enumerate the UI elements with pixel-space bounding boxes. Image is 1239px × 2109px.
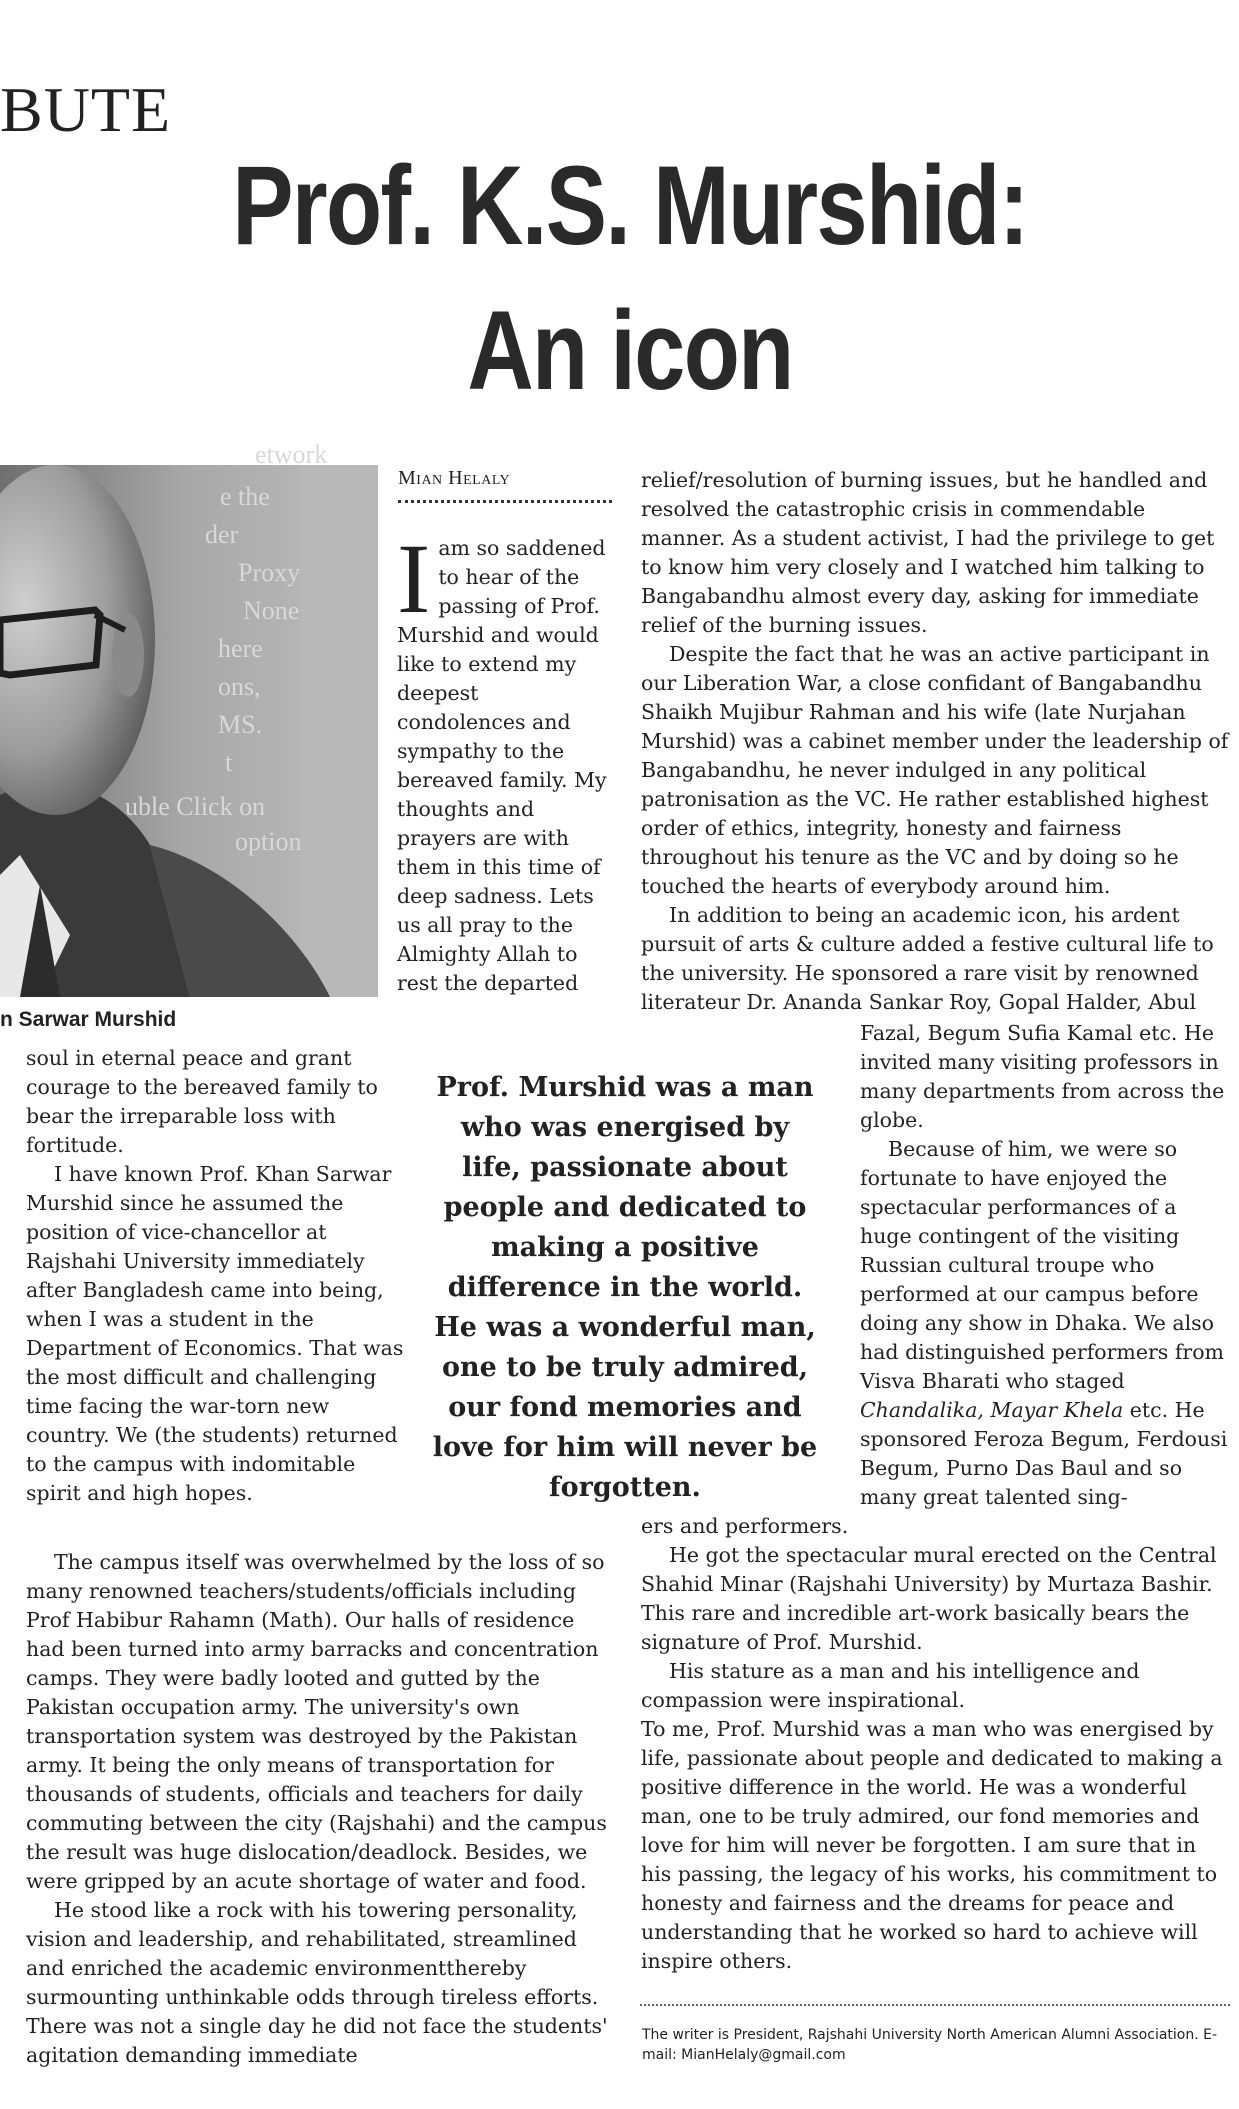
portrait-photo <box>0 440 378 997</box>
screen-text: e the <box>220 482 270 511</box>
article-column <box>26 1044 406 1508</box>
screen-text: etwork <box>255 440 328 469</box>
paragraph: relief/resolution of burning issues, but he handled and resolved the catastrophic crisis in commendable manner. As a student activist, I had the privilege to get to know him very closely and I watched him talking to Bangabandhu almost every day, asking for immediate relief of the burning issues. <box>641 468 1215 637</box>
screen-text: Proxy <box>238 558 301 587</box>
paragraph: soul in eternal peace and grant courage to the bereaved family to bear the irreparable loss with fortitude. <box>26 1046 378 1157</box>
article-column <box>641 466 1231 1017</box>
drop-cap: I <box>397 523 431 634</box>
paragraph: In addition to being an academic icon, his ardent pursuit of arts & culture added a festive cultural life to the university. He sponsored a rare visit by renowned literateur Dr. Ananda Sankar Roy, Gopal Halder, Abul <box>641 903 1214 1014</box>
byline-divider <box>398 500 612 503</box>
byline: Mian Helaly <box>398 467 511 489</box>
screen-text: uble Click on <box>125 792 266 821</box>
paragraph <box>397 523 612 998</box>
article-column <box>397 523 612 998</box>
paragraph-text: am so saddened to hear of the passing of Prof. Murshid and would like to extend my deepest condolences and sympathy to the bereaved family. My thoughts and prayers are with them in this time of deep sadness. Lets us all pray to the Almighty Allah to rest the departed <box>397 536 607 995</box>
paragraph: ers and performers. <box>641 1514 849 1538</box>
paragraph: To me, Prof. Murshid was a man who was energised by life, passionate about people and dedicated to making a positive difference in the world. He was a wonderful man, one to be truly admired, our fond memories and love for him will never be forgotten. I am sure that in his passing, the legacy of his works, his commitment to honesty and fairness and the dreams for peace and understanding that he worked so hard to achieve will inspire others. <box>641 1717 1223 1973</box>
screen-text: der <box>205 520 239 549</box>
author-footnote: The writer is President, Rajshahi University North American Alumni Association. E-mail: MianHelaly@gmail.com <box>642 2027 1218 2063</box>
screen-text: t <box>225 748 233 777</box>
screen-text: ons, <box>218 672 261 701</box>
paragraph-text: Because of him, we were so fortunate to have enjoyed the spectacular performances of a huge contingent of the visiting Russian cultural troupe who performed at our campus before doing any show in Dhaka. We also had distinguished performers from Visva Bharati who staged <box>860 1137 1224 1393</box>
paragraph: Despite the fact that he was an active participant in our Liberation War, a close confidant of Bangabandhu Shaikh Mujibur Rahman and his wife (late Nurjahan Murshid) was a cabinet member under the leadership of Bangabandhu, he never indulged in any political patronisation as the VC. He rather established highest order of ethics, integrity, honesty and fairness throughout his tenure as the VC and by doing so he touched the hearts of everybody around him. <box>641 642 1229 898</box>
footnote-divider <box>640 2004 1230 2006</box>
article-column <box>26 1548 614 2070</box>
headline-line-2: An icon <box>467 288 793 413</box>
headline-line-1: Prof. K.S. Murshid: <box>232 143 1028 268</box>
paragraph: Fazal, Begum Sufia Kamal etc. He invited many visiting professors in many departments from across the globe. <box>860 1021 1225 1132</box>
screen-text: option <box>235 827 302 856</box>
paragraph: He got the spectacular mural erected on the Central Shahid Minar (Rajshahi University) by Murtaza Bashir. This rare and incredible art-work basically bears the signature of Prof. Murshid. <box>641 1543 1217 1654</box>
pull-quote: Prof. Murshid was a man who was energised by life, passionate about people and dedicated to making a positive difference in the world. He was a wonderful man, one to be truly admired, our fond memories and love for him will never be forgotten. <box>432 1072 818 1503</box>
screen-text: MS. <box>218 710 263 739</box>
screen-text: here <box>218 634 263 663</box>
paragraph: The campus itself was overwhelmed by the loss of so many renowned teachers/students/officials including Prof Habibur Rahamn (Math). Our halls of residence had been turned into army barracks and concentration camps. They were badly looted and gutted by the Pakistan occupation army. The university's own transportation system was destroyed by the Pakistan army. It being the only means of transportation for thousands of students, officials and teachers for daily commuting between the city (Rajshahi) and the campus the result was huge dislocation/deadlock. Besides, we were gripped by an acute shortage of water and food. <box>26 1550 607 1893</box>
paragraph <box>860 1135 1232 1512</box>
paragraph: His stature as a man and his intelligence and compassion were inspirational. <box>641 1659 1140 1712</box>
paragraph: I have known Prof. Khan Sarwar Murshid since he assumed the position of vice-chancellor at Rajshahi University immediately after Bangladesh came into being, when I was a student in the Department of Economics. That was the most difficult and challenging time facing the war-torn new country. We (the students) returned to the campus with indomitable spirit and high hopes. <box>26 1162 404 1505</box>
paragraph-text: etc. He sponsored Feroza Begum, Ferdousi Begum, Purno Das Baul and so many great talented sing- <box>860 1398 1228 1509</box>
screen-text: None <box>243 596 300 625</box>
article-column <box>641 1512 1231 1976</box>
article-column <box>860 1019 1232 1512</box>
italic-title: Chandalika, Mayar Khela <box>860 1398 1124 1422</box>
section-label: BUTE <box>0 74 172 145</box>
photo-caption: n Sarwar Murshid <box>0 1008 177 1031</box>
paragraph: He stood like a rock with his towering personality, vision and leadership, and rehabilitated, streamlined and enriched the academic environmentthereby surmounting unthinkable odds through tireless efforts. There was not a single day he did not face the students' agitation demanding immediate <box>26 1898 608 2067</box>
